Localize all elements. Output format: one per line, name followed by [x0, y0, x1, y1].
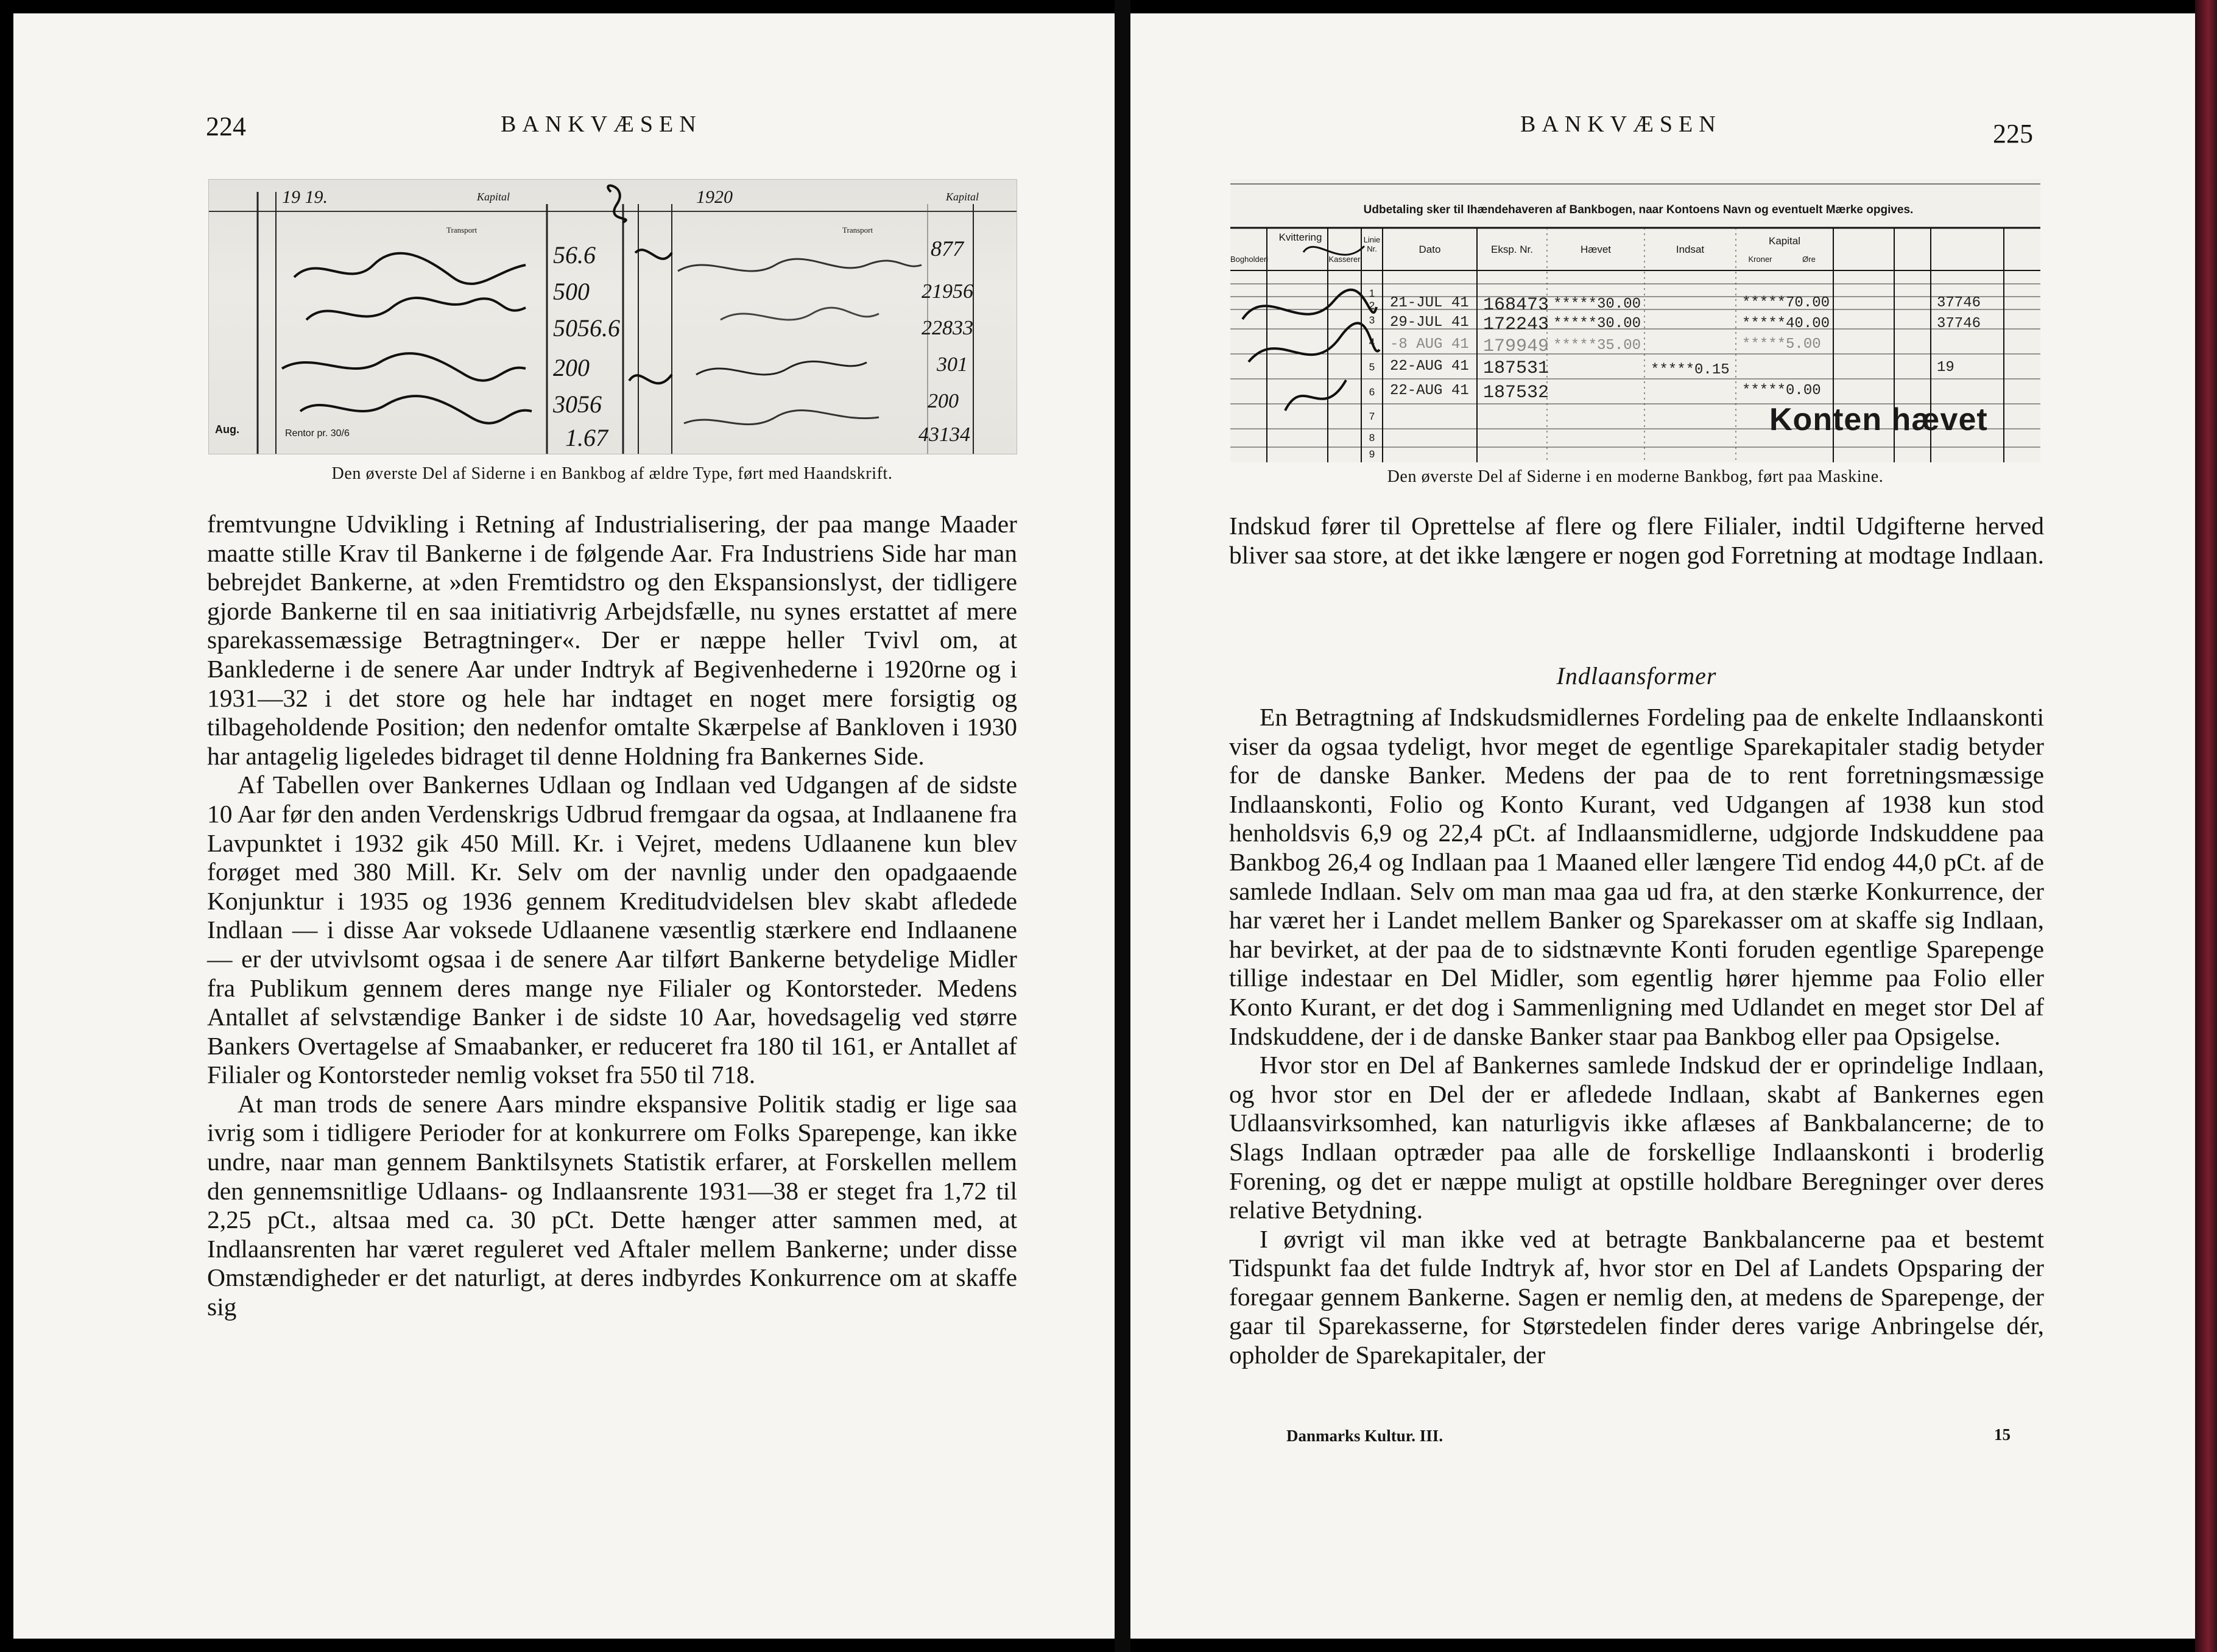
- ledger-amount: 200: [928, 390, 959, 412]
- col-linie: Linie Nr.: [1363, 235, 1381, 253]
- ledger-edge-value: 37746: [1937, 316, 1981, 332]
- ledger-transport-left: Transport: [446, 225, 478, 235]
- figure-caption: Den øverste Del af Siderne i en moderne Bankbog, ført paa Maskine.: [1387, 467, 1884, 486]
- body-text: [1229, 703, 2044, 1370]
- line-number: 8: [1369, 432, 1375, 443]
- paragraph: At man trods de senere Aars mindre ekspansive Politik stadig er lige saa ivrig som i tidligere Perioder for at konkurrere om Folks Sparepenge, kan ikke undre, naar man gennem Banktilsynets Statistik erfarer, at Forskellen mellem den gennemsnitlige Udlaans- og Indlaansrente 1931—38 er steget fra 1,72 til 2,25 pCt., altsaa med ca. 30 pCt. Dette hænger atter sammen med, at Indlaansrenten har været reguleret ved Aftaler mellem Bankerne; under disse Omstændigheder er det naturligt, at deres indbyrdes Konkurrence om at skaffe sig: [207, 1089, 1017, 1321]
- col-kasserer: Kasserer: [1328, 255, 1361, 264]
- ledger-amount: 56.6: [553, 241, 596, 269]
- ledger-year-right: 1920: [696, 187, 733, 207]
- ledger-edge-value: 19: [1937, 359, 1954, 376]
- col-indsat: Indsat: [1676, 244, 1705, 255]
- ledger-eksp: 187532: [1483, 383, 1549, 403]
- figure-caption: Den øverste Del af Siderne i en Bankbog af ældre Type, ført med Haandskrift.: [331, 464, 893, 483]
- line-number: 2: [1369, 300, 1375, 311]
- book-edge: [2195, 0, 2217, 1652]
- running-head: BANKVÆSEN: [1520, 111, 1722, 137]
- ledger-amount: 43134: [918, 423, 970, 446]
- ledger-transport-right: Transport: [842, 225, 873, 235]
- ledger-haevet: *****30.00: [1553, 316, 1641, 332]
- ledger-kapital: *****5.00: [1742, 336, 1821, 353]
- ledger-date: 22-AUG 41: [1390, 358, 1469, 375]
- body-text-top: [1229, 512, 2044, 570]
- handwritten-ledger-photo: [208, 179, 1017, 454]
- ledger-amount: 3056: [553, 390, 602, 418]
- col-kapital: Kapital: [1769, 235, 1800, 247]
- ledger-haevet: *****30.00: [1553, 296, 1641, 312]
- page-number: 225: [1993, 119, 2033, 149]
- line-number: 1: [1369, 288, 1375, 299]
- ledger-kapital: *****0.00: [1742, 383, 1821, 399]
- account-closed-stamp: Konten hævet: [1769, 402, 1988, 437]
- line-number: 6: [1369, 386, 1375, 398]
- ledger-amount: 5056.6: [553, 314, 620, 342]
- ledger-amount: 500: [553, 278, 590, 305]
- ledger-amount: 1.67: [565, 424, 608, 451]
- page-number: 224: [206, 111, 246, 141]
- ledger-eksp: 179949: [1483, 336, 1549, 357]
- ledger-eksp: 168473: [1483, 295, 1549, 316]
- ledger-haevet: *****35.00: [1553, 337, 1641, 354]
- col-ore: Øre: [1802, 255, 1816, 264]
- line-number: 9: [1369, 448, 1375, 460]
- book-gutter: [1115, 0, 1130, 1652]
- ledger-aug-label: Aug.: [215, 423, 239, 436]
- ledger-kapital-left: Kapital: [477, 191, 510, 203]
- line-number: 5: [1369, 361, 1375, 373]
- ledger-amount: 301: [937, 353, 968, 376]
- paragraph: En Betragtning af Indskudsmidlernes Fordeling paa de enkelte Indlaanskonti viser da ogsaa tydeligt, hvor meget de egentlige Sparekapitaler stadig betyder for de danske Banker. Medens der paa de to rent forretningsmæssige Indlaanskonti, Folio og Konto Kurant, ved Udgangen af 1938 kun stod henholdsvis 6,9 og 22,4 pCt. af Indlaansmidlerne, udgjorde Indskuddene paa Bankbog 26,4 og Indlaan paa 1 Maaned eller længere Tid endog 44,0 pCt. af de samlede Indlaan. Selv om man maa gaa ud fra, at den stærke Konkurrence, der har været her i Landet mellem Banker og Sparekasser om at skaffe sig Indlaan, har bevirket, at der paa de to sidstnævnte Konti foruden egentlige Sparepenge tillige indestaar en Del Midler, som egentlig hører hjemme paa Folio eller Konto Kurant, er det dog i Sammenligning med Udlandet en meget stor Del af Indskuddene, der i de danske Banker staar paa Bankbog eller paa Opsigelse.: [1229, 703, 2044, 1050]
- ledger-amount: 22833: [922, 317, 973, 339]
- body-text: [207, 510, 1017, 1322]
- line-number: 7: [1369, 411, 1375, 422]
- col-kvittering: Kvittering: [1278, 231, 1322, 243]
- paragraph: Af Tabellen over Bankernes Udlaan og Indlaan ved Udgangen af de sidste 10 Aar før den anden Verdenskrigs Udbrud fremgaar da ogsaa, at Indlaanene fra Lavpunktet i 1932 gik 450 Mill. Kr. i Vejret, medens Udlaanene kun blev forøget med 380 Mill. Kr. Selv om der navnlig under den opadgaaende Konjunktur i 1935 og 1936 gennem Kreditudvidelsen blev skabt afledede Indlaan — i disse Aar voksede Udlaanene væsentlig stærkere end Indlaanene — er der utvivlsomt ogsaa i de senere Aar tilført Bankerne betydelige Midler fra Publikum gennem deres mange nye Filialer og Kontorsteder. Medens Antallet af selvstændige Banker i de sidste 10 Aar, hovedsagelig ved større Bankers Overtagelse af Smaabanker, er reduceret fra 180 til 161, er Antallet af Filialer og Kontorsteder nemlig vokset fra 550 til 718.: [207, 771, 1017, 1089]
- paragraph: I øvrigt vil man ikke ved at betragte Bankbalancerne paa et bestemt Tidspunkt faa det fulde Indtryk af, hvor stor en Del af Landets Opsparing der foregaar gennem Bankerne. Sagen er nemlig den, at medens de Sparepenge, der gaar til Sparekasserne, for Størstedelen finder deres varige Anbringelse dér, opholder de Sparekapitaler, der: [1229, 1224, 2044, 1369]
- col-kroner: Kroner: [1748, 255, 1772, 264]
- paragraph: Hvor stor en Del af Bankernes samlede Indskud der er oprindelige Indlaan, og hvor stor en Del der er afledede Indlaan, skabt af Bankernes egen Udlaansvirksomhed, kan naturligvis ikke aflæses af Bankbalancerne; de to Slags Indlaan optræder paa alle de forskellige Indlaanskonti i broderlig Forening, og det er næppe muligt at opstille holdbare Beregninger over deres relative Betydning.: [1229, 1051, 2044, 1224]
- right-page: [1130, 13, 2195, 1639]
- ledger-amount: 877: [931, 236, 964, 261]
- ledger-amount: 200: [553, 354, 590, 381]
- ledger-kapital-right: Kapital: [946, 191, 979, 203]
- paragraph: Indskud fører til Oprettelse af flere og flere Filialer, indtil Udgifterne herved bliver saa store, at det ikke længere er nogen god Forretning at modtage Indlaan.: [1229, 512, 2044, 569]
- ledger-edge-value: 37746: [1937, 295, 1981, 311]
- ledger-eksp: 187531: [1483, 358, 1549, 379]
- paragraph: fremtvungne Udvikling i Retning af Industrialisering, der paa mange Maader maatte stille Krav til Bankerne i de følgende Aar. Fra Industriens Side har man bebrejdet Bankerne, at »den Fremtidstro og den Ekspansionslyst, der tidligere gjorde Bankerne til en saa initiativrig Arbejdsfælle, nu synes erstattet af mere sparekassemæssige Betragtninger«. Der er næppe heller Tvivl om, at Banklederne i de senere Aar under Indtryk af Begivenhederne i 1920rne og i 1931—32 i det store og hele har indtaget en noget mere forsigtig og tilbageholdende Position; den nedenfor omtalte Skærpelse af Bankloven i 1930 har antagelig ligeledes bidraget til denne Holdning fra Bankernes Side.: [207, 510, 1017, 770]
- col-bogholderi: Bogholderi: [1230, 255, 1269, 264]
- machine-ledger-photo: [1230, 179, 2040, 462]
- section-heading: Indlaansformer: [1556, 662, 1717, 690]
- footer-title: Danmarks Kultur. III.: [1286, 1427, 1443, 1445]
- ledger-rentor-label: Rentor pr. 30/6: [285, 428, 350, 439]
- left-page: [13, 13, 1115, 1639]
- ledger-eksp: 172243: [1483, 314, 1549, 335]
- col-haevet: Hævet: [1580, 244, 1612, 255]
- ledger-date: 29-JUL 41: [1390, 314, 1469, 331]
- line-number: 4: [1369, 336, 1375, 348]
- ledger-date: 22-AUG 41: [1390, 383, 1469, 399]
- ledger-date: -8 AUG 41: [1390, 336, 1469, 353]
- line-number: 3: [1369, 314, 1375, 326]
- col-eksp: Eksp. Nr.: [1491, 244, 1533, 255]
- ledger-kapital: *****70.00: [1742, 295, 1830, 311]
- col-dato: Dato: [1419, 244, 1441, 255]
- ledger-indsat: *****0.15: [1651, 362, 1730, 378]
- running-head: BANKVÆSEN: [501, 111, 702, 137]
- ledger-kapital: *****40.00: [1742, 316, 1830, 332]
- ledger-year-left: 19 19.: [282, 187, 328, 207]
- footer-sheet-number: 15: [1994, 1425, 2011, 1444]
- ledger-header-line: Udbetaling sker til Ihændehaveren af Bankbogen, naar Kontoens Navn og eventuelt Mærke opgives.: [1363, 203, 1914, 216]
- ledger-amount: 21956: [922, 280, 973, 303]
- ledger-date: 21-JUL 41: [1390, 295, 1469, 311]
